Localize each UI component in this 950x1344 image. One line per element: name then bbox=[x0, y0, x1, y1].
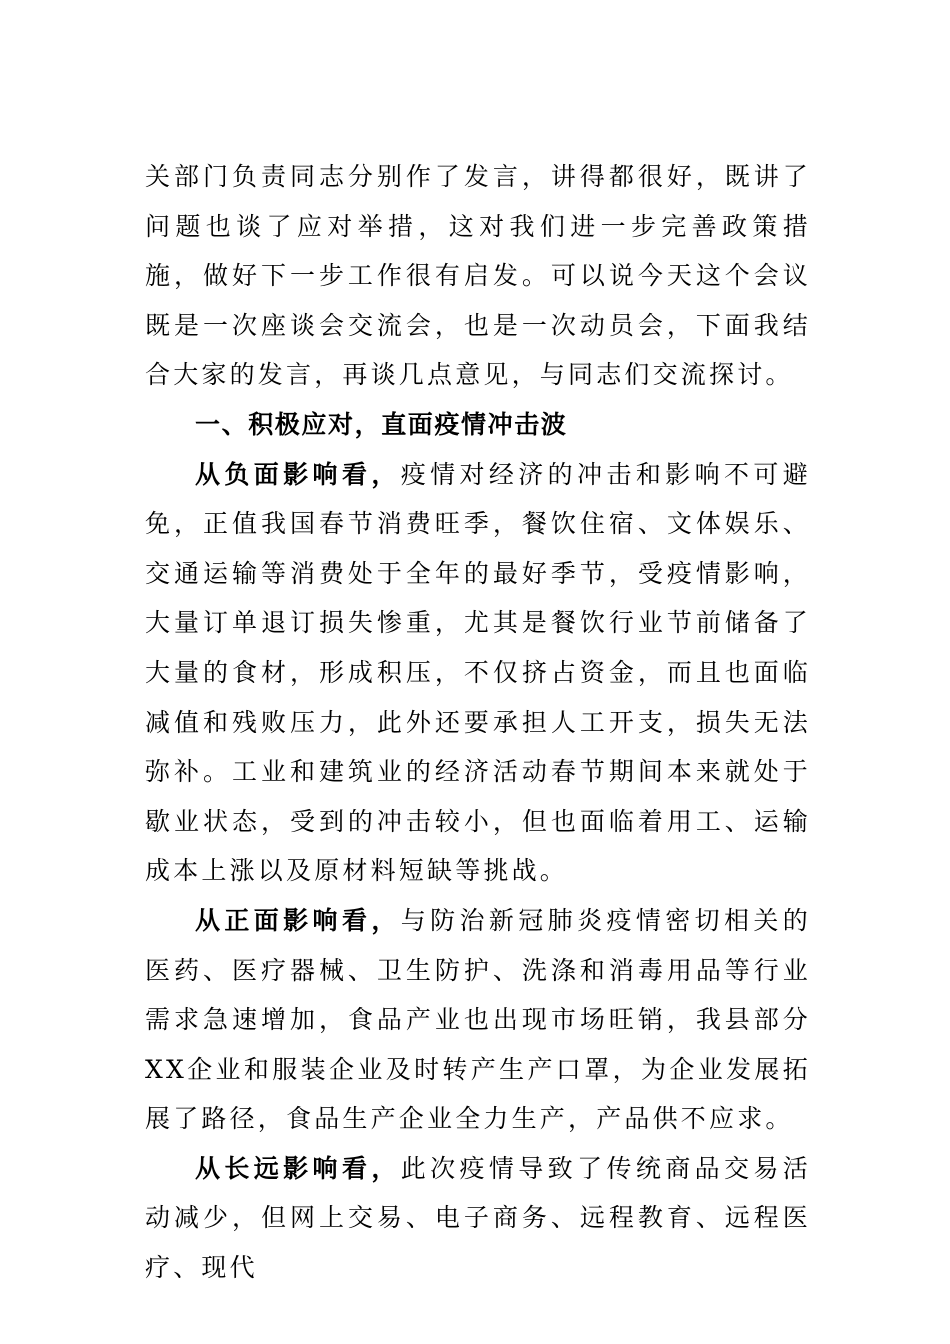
paragraph-positive-impact bbox=[145, 896, 811, 1144]
paragraph-body-negative: 疫情对经济的冲击和影响不可避免，正值我国春节消费旺季，餐饮住宿、文体娱乐、交通运输等消费处于全年的最好季节，受疫情影响，大量订单退订损失惨重，尤其是餐饮行业节前储备了大量的食材，形成积压，不仅挤占资金，而且也面临减值和残败压力，此外还要承担人工开支，损失无法弥补。工业和建筑业的经济活动春节期间本来就处于歇业状态，受到的冲击较小，但也面临着用工、运输成本上涨以及原材料短缺等挑战。 bbox=[145, 459, 811, 886]
paragraph-opening: 关部门负责同志分别作了发言，讲得都很好，既讲了问题也谈了应对举措，这对我们进一步完善政策措施，做好下一步工作很有启发。可以说今天这个会议既是一次座谈会交流会，也是一次动员会，下面我结合大家的发言，再谈几点意见，与同志们交流探讨。 bbox=[145, 162, 811, 390]
section-heading: 一、积极应对，直面疫情冲击波 bbox=[195, 409, 568, 439]
paragraph-body-long-term: 此次疫情导致了传统商品交易活动减少，但网上交易、电子商务、远程教育、远程医疗、现代 bbox=[145, 1153, 811, 1283]
paragraph-body-positive: 与防治新冠肺炎疫情密切相关的医药、医疗器械、卫生防护、洗涤和消毒用品等行业需求急速增加，食品产业也出现市场旺销，我县部分XX企业和服装企业及时转产生产口罩，为企业发展拓展了路径，食品生产企业全力生产，产品供不应求。 bbox=[145, 905, 811, 1134]
paragraph-lead-positive: 从正面影响看， bbox=[195, 905, 401, 935]
paragraph-lead-negative: 从负面影响看， bbox=[195, 459, 401, 489]
paragraph-negative-impact bbox=[145, 450, 811, 896]
paragraph-long-term-impact bbox=[145, 1144, 811, 1293]
paragraph-lead-long-term: 从长远影响看， bbox=[195, 1153, 401, 1183]
document-body bbox=[145, 152, 811, 1293]
